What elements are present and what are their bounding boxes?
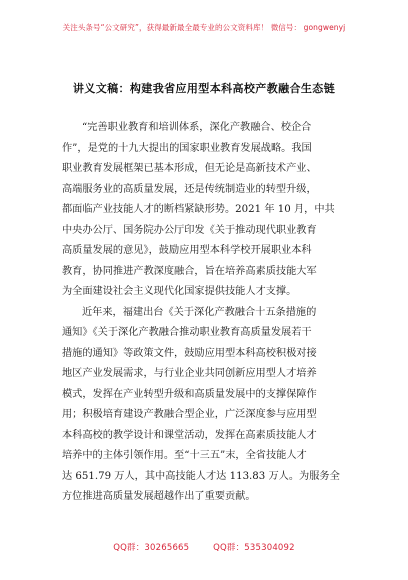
document-body: [62, 118, 352, 508]
paragraph-line: 教育，协同推进产教深度融合，旨在培养高素质技能大军: [62, 265, 317, 277]
qq-group-1: 30265665: [144, 543, 190, 553]
paragraph-line: 培养中的主体引领作用。至“十三五”末，全省技能人才: [62, 450, 307, 461]
paragraph-line: 中央办公厅、国务院办公厅印发《关于推动现代职业教育: [62, 224, 317, 236]
document-title: 讲义文稿：构建我省应用型本科高校产教融合生态链: [72, 82, 336, 95]
paragraph-line: 高端服务业的高质量发展，还是传统制造业的转型升级，: [62, 183, 317, 195]
paragraph-line: 近年来，福建出台《关于深化产教融合十五条措施的: [82, 306, 317, 318]
qq-label-1: QQ群：: [113, 543, 145, 553]
paragraph-line: “完善职业教育和培训体系，深化产教融合、校企合: [82, 122, 312, 133]
paragraph-line: 职业教育发展框架已基本形成，但无论是高新技术产业、: [62, 163, 317, 174]
paragraph-line: 措施的通知》等政策文件，鼓励应用型本科高校积极对接: [62, 347, 317, 359]
paragraph-line: 本科高校的教学设计和课堂活动，发挥在高素质技能人才: [62, 429, 317, 441]
page-header: [0, 22, 408, 33]
paragraph-line: 方位推进高质量发展超越作出了重要贡献。: [62, 491, 256, 502]
paragraph-line: 作”，是党的十九大提出的国家职业教育发展战略。我国: [62, 142, 312, 154]
header-wechat-label: 微信号：: [270, 23, 302, 32]
paragraph-line: 达 651.79 万人，其中高技能人才达 113.83 万人。为服务全: [62, 470, 340, 482]
paragraph-2: [62, 303, 352, 508]
paragraph-line: 通知》《关于深化产教融合推动职业教育高质量发展若干: [62, 327, 312, 338]
paragraph-1: [62, 118, 352, 303]
qq-group-2: 535304092: [244, 543, 295, 553]
page-footer: [0, 541, 408, 553]
paragraph-line: 模式，发挥在产业转型升级和高质量发展中的支撑保障作: [62, 388, 317, 400]
qq-label-2: QQ群：: [213, 543, 245, 553]
header-wechat-id: gongwenyj: [303, 23, 346, 32]
paragraph-line: 地区产业发展需求，与行业企业共同创新应用型人才培养: [62, 368, 317, 379]
paragraph-line: 为全面建设社会主义现代化国家提供技能人才支撑。: [62, 286, 297, 297]
header-promo-text: 关注头条号“公文研究”，获得最新最全最专业的公文资料库！: [62, 23, 269, 32]
paragraph-line: 高质量发展的意见》，鼓励应用型本科学校开展职业本科: [62, 245, 312, 256]
paragraph-line: 都面临产业技能人才的断档紧缺形势。2021 年 10 月，中共: [62, 204, 335, 215]
paragraph-line: 用；积极培育建设产教融合型企业，广泛深度参与应用型: [62, 409, 317, 420]
